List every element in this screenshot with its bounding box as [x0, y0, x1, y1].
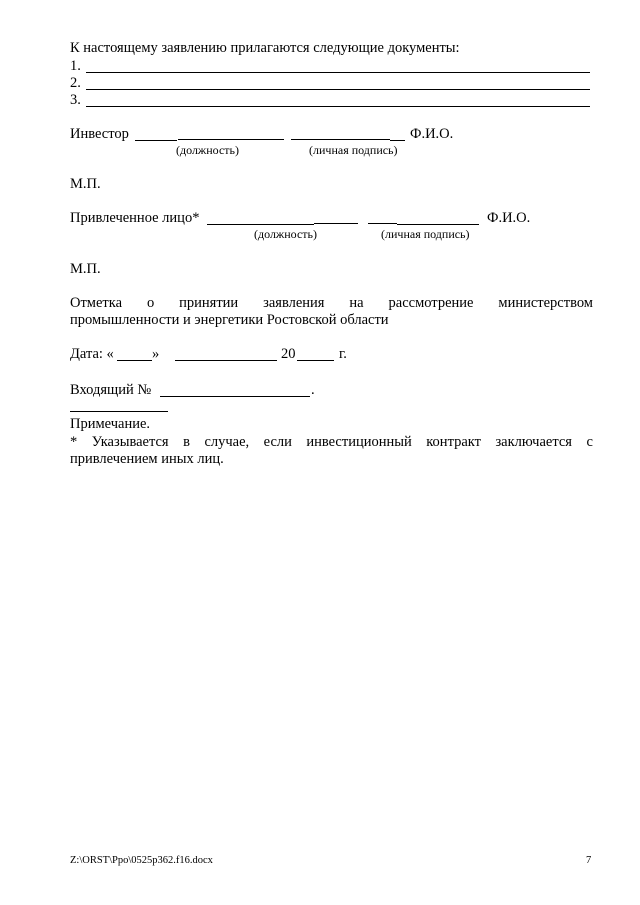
attachment-item-2-number: 2.: [70, 75, 81, 91]
attracted-position-line-a[interactable]: [207, 224, 314, 225]
incoming-number-label: Входящий №: [70, 382, 152, 398]
acceptance-word: на: [349, 295, 364, 311]
investor-position-line-a[interactable]: [135, 140, 177, 141]
acceptance-word: о: [146, 295, 155, 311]
investor-signature-caption: (личная подпись): [309, 143, 398, 157]
date-year-field[interactable]: [297, 360, 334, 361]
investor-position-caption: (должность): [176, 143, 239, 157]
attracted-position-caption: (должность): [254, 227, 317, 241]
attracted-position-line-b[interactable]: [314, 223, 358, 224]
date-close-quote: »: [152, 346, 160, 362]
note-line-2: привлечением иных лиц.: [70, 451, 224, 467]
acceptance-word: рассмотрение: [388, 295, 474, 311]
date-day-field[interactable]: [117, 360, 152, 361]
date-year-suffix: г.: [339, 346, 347, 362]
attachment-item-3-number: 3.: [70, 92, 81, 108]
investor-fio-label: Ф.И.О.: [410, 126, 454, 142]
investor-position-line-b[interactable]: [178, 139, 284, 140]
note-word: инвестиционный: [306, 434, 412, 450]
attracted-signature-line-b[interactable]: [397, 224, 479, 225]
attracted-signature-caption: (личная подпись): [381, 227, 470, 241]
incoming-number-end: .: [311, 382, 315, 398]
stamp-placeholder-2: М.П.: [70, 261, 101, 277]
incoming-number-field[interactable]: [160, 396, 310, 397]
date-month-field[interactable]: [175, 360, 277, 361]
investor-signature-line-a[interactable]: [291, 139, 390, 140]
attachment-item-1-line[interactable]: [86, 72, 590, 73]
investor-label: Инвестор: [70, 126, 129, 142]
acceptance-word: министерством: [498, 295, 593, 311]
attachment-item-2-line[interactable]: [86, 89, 590, 90]
acceptance-word: Отметка: [70, 295, 123, 311]
note-word: в: [183, 434, 190, 450]
stamp-placeholder-1: М.П.: [70, 176, 101, 192]
attracted-fio-label: Ф.И.О.: [487, 210, 531, 226]
attachments-intro: К настоящему заявлению прилагаются следующие документы:: [70, 40, 460, 56]
date-label: Дата: «: [70, 346, 114, 362]
note-title: Примечание.: [70, 416, 151, 432]
attachment-item-3-line[interactable]: [86, 106, 590, 107]
note-divider: [70, 411, 168, 412]
note-word: с: [586, 434, 593, 450]
attracted-person-label: Привлеченное лицо*: [70, 210, 200, 226]
acceptance-word: принятии: [179, 295, 239, 311]
date-year-prefix: 20: [281, 346, 296, 362]
note-word: *: [70, 434, 78, 450]
investor-signature-line-b[interactable]: [390, 140, 405, 141]
note-line-1: [70, 435, 593, 450]
attracted-signature-line-a[interactable]: [368, 223, 397, 224]
acceptance-word: заявления: [263, 295, 325, 311]
note-word: заключается: [495, 434, 572, 450]
note-word: Указывается: [91, 434, 169, 450]
attachment-item-1-number: 1.: [70, 58, 81, 74]
acceptance-line-1: [70, 296, 593, 311]
acceptance-line-2: промышленности и энергетики Ростовской области: [70, 312, 389, 328]
note-word: случае,: [204, 434, 250, 450]
footer-page-number: 7: [586, 855, 592, 866]
note-word: контракт: [426, 434, 481, 450]
footer-file-path: Z:\ORST\Ppo\0525p362.f16.docx: [70, 855, 213, 866]
note-word: если: [263, 434, 292, 450]
